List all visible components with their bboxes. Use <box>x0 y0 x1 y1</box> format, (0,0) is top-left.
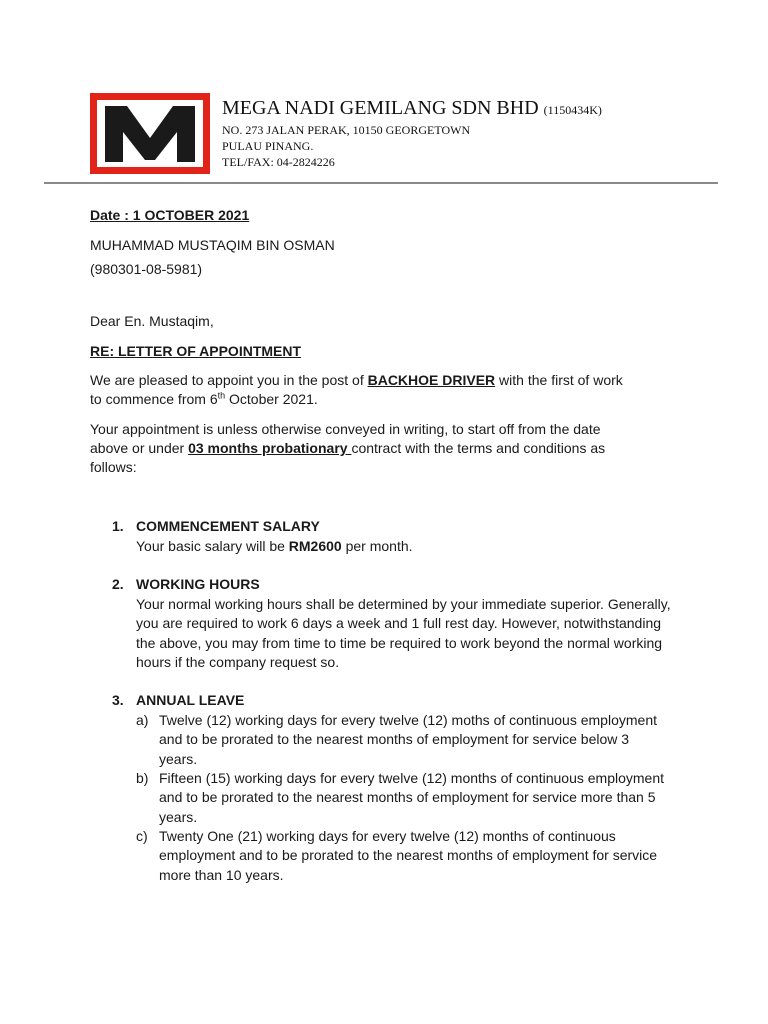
section-1-number: 1. <box>112 518 124 534</box>
company-logo <box>90 93 210 174</box>
subject-line: RE: LETTER OF APPOINTMENT <box>90 343 302 359</box>
salutation: Dear En. Mustaqim, <box>90 313 214 329</box>
address-line-1: NO. 273 JALAN PERAK, 10150 GEORGETOWN <box>222 123 471 137</box>
salary-text-2: per month. <box>341 538 413 554</box>
leave-item-c-text: Twenty One (21) working days for every twelve (12) months of continuous employment and to be prorated to the nearest months of employment for service more than 10 years. <box>159 828 658 883</box>
address-line-2: PULAU PINANG. <box>222 139 314 153</box>
section-2-title: WORKING HOURS <box>136 576 260 592</box>
leave-item-a-letter: a) <box>136 712 149 728</box>
logo-m-mark <box>97 100 203 167</box>
position-title: BACKHOE DRIVER <box>367 372 496 388</box>
probation-line-2 <box>90 439 605 459</box>
recipient-id: (980301-08-5981) <box>90 261 203 277</box>
company-reg-no: (1150434K) <box>543 103 602 117</box>
intro-line-2 <box>90 390 318 410</box>
section-2-body: Your normal working hours shall be determined by your immediate superior. Generally, you are required to work 6 days a week and 1 full rest day. However, notwithstanding the above, you may from time to time be required to work beyond the normal working hours if the company request so. <box>136 596 671 671</box>
probation-text-2: contract with the terms and conditions as <box>351 440 606 456</box>
tel-fax: TEL/FAX: 04-2824226 <box>222 155 335 169</box>
intro-line-1 <box>90 371 623 391</box>
company-name-text: MEGA NADI GEMILANG SDN BHD <box>222 97 539 119</box>
section-3-number: 3. <box>112 692 124 708</box>
salary-text-1: Your basic salary will be <box>136 538 289 554</box>
section-1-title: COMMENCEMENT SALARY <box>136 518 320 534</box>
leave-item-b-letter: b) <box>136 770 149 786</box>
intro-text-2: with the first of work <box>495 372 623 388</box>
probation-line-1: Your appointment is unless otherwise conveyed in writing, to start off from the date <box>90 421 601 437</box>
probation-term: 03 months probationary <box>188 440 352 456</box>
section-1-body <box>136 537 676 556</box>
intro-text-1: We are pleased to appoint you in the post of <box>90 372 368 388</box>
intro-text-4: October 2021. <box>225 391 318 407</box>
section-3-title: ANNUAL LEAVE <box>136 692 245 708</box>
intro-text-3: to commence from 6 <box>90 391 218 407</box>
company-name <box>222 97 602 120</box>
header-divider <box>44 182 718 184</box>
recipient-name: MUHAMMAD MUSTAQIM BIN OSMAN <box>90 237 335 253</box>
logo-inner <box>97 100 203 167</box>
intro-superscript: th <box>217 390 226 401</box>
leave-item-c-letter: c) <box>136 828 148 844</box>
section-2-number: 2. <box>112 576 124 592</box>
leave-item-a-text: Twelve (12) working days for every twelve (12) moths of continuous employment and to be prorated to the nearest months of employment for service below 3 years. <box>159 712 657 767</box>
letter-date: Date : 1 OCTOBER 2021 <box>90 207 250 223</box>
probation-line-3: follows: <box>90 459 137 475</box>
salary-amount: RM2600 <box>288 538 342 554</box>
probation-text-1: above or under <box>90 440 189 456</box>
leave-item-b-text: Fifteen (15) working days for every twelve (12) months of continuous employment and to be prorated to the nearest months of employment for service more than 5 years. <box>159 770 665 825</box>
